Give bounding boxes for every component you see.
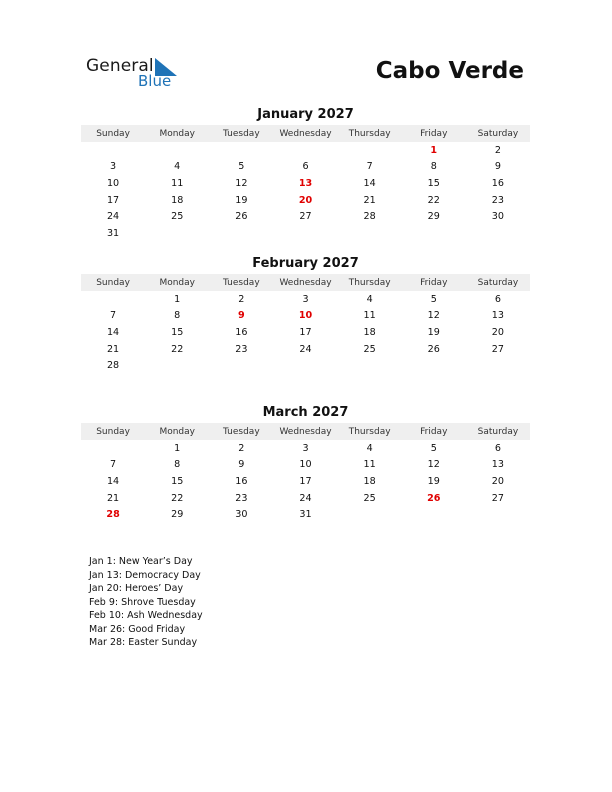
week-row (81, 291, 530, 308)
holiday-item: Jan 20: Heroes’ Day (89, 583, 184, 594)
day-cell: 14 (106, 475, 120, 487)
logo-blue-text: Blue (138, 72, 172, 90)
day-cell: 30 (235, 509, 248, 521)
day-cell: 28 (363, 211, 376, 223)
weekday-label: Thursday (348, 277, 391, 288)
day-cell: 11 (363, 310, 376, 322)
weekday-label: Friday (420, 426, 448, 437)
day-cell: 2 (238, 293, 245, 305)
weekday-label: Wednesday (279, 426, 332, 437)
day-cell: 23 (235, 492, 248, 504)
day-cell: 23 (235, 343, 248, 355)
month-february (81, 255, 530, 374)
day-cell: 26 (235, 211, 248, 223)
day-cell: 10 (106, 177, 120, 189)
week-row (81, 357, 530, 374)
week-row (81, 225, 530, 242)
day-cell: 12 (427, 459, 440, 471)
day-cell: 19 (235, 194, 248, 206)
day-cell: 4 (366, 442, 373, 454)
day-cell: 7 (110, 310, 117, 322)
weekday-header-row (81, 125, 530, 142)
day-cell: 6 (494, 293, 501, 305)
weekday-label: Friday (420, 128, 448, 139)
weekday-label: Tuesday (223, 277, 260, 288)
day-cell: 2 (238, 442, 245, 454)
day-cell: 11 (363, 459, 376, 471)
day-cell: 9 (238, 310, 245, 322)
weekday-header-row (81, 274, 530, 291)
day-cell: 16 (491, 177, 505, 189)
day-cell: 1 (430, 144, 438, 156)
weekday-label: Friday (420, 277, 448, 288)
day-cell: 6 (302, 161, 309, 173)
day-cell: 27 (491, 492, 505, 504)
day-cell: 28 (106, 360, 120, 372)
day-cell: 15 (427, 177, 440, 189)
day-cell: 20 (491, 326, 505, 338)
day-cell: 18 (363, 475, 376, 487)
day-cell: 13 (491, 459, 505, 471)
day-cell: 20 (491, 475, 505, 487)
day-cell: 7 (110, 459, 117, 471)
day-cell: 13 (298, 177, 313, 189)
holiday-item: Feb 10: Ash Wednesday (89, 610, 203, 621)
weekday-label: Monday (159, 426, 195, 437)
weekday-label: Monday (159, 277, 195, 288)
day-cell: 1 (174, 442, 181, 454)
day-cell: 22 (171, 492, 184, 504)
month-march (81, 404, 530, 523)
day-cell: 5 (430, 442, 437, 454)
month-title: February 2027 (252, 256, 359, 271)
holiday-list (89, 555, 203, 650)
day-cell: 21 (106, 492, 120, 504)
month-title: January 2027 (257, 107, 354, 122)
weekday-label: Monday (159, 128, 195, 139)
country-title: Cabo Verde (375, 58, 524, 84)
day-cell: 19 (427, 326, 440, 338)
day-cell: 3 (302, 442, 309, 454)
holiday-item: Mar 28: Easter Sunday (89, 637, 198, 648)
day-cell: 22 (427, 194, 440, 206)
week-row (81, 440, 530, 457)
weekday-label: Tuesday (223, 426, 260, 437)
day-cell: 9 (238, 459, 245, 471)
day-cell: 21 (363, 194, 376, 206)
weekday-label: Thursday (348, 426, 391, 437)
day-cell: 2 (494, 144, 501, 156)
day-cell: 19 (427, 475, 440, 487)
day-cell: 30 (491, 211, 505, 223)
holiday-item: Mar 26: Good Friday (89, 623, 186, 635)
day-cell: 18 (171, 194, 184, 206)
week-row (81, 490, 530, 507)
day-cell: 24 (299, 343, 312, 355)
day-cell: 16 (235, 475, 248, 487)
weekday-label: Wednesday (279, 277, 332, 288)
day-cell: 1 (174, 293, 181, 305)
day-cell: 27 (299, 211, 312, 223)
day-cell: 14 (106, 326, 120, 338)
month-title: March 2027 (262, 405, 349, 420)
day-cell: 10 (298, 310, 313, 322)
holiday-item: Jan 13: Democracy Day (89, 569, 201, 581)
day-cell: 15 (171, 475, 184, 487)
month-january (81, 106, 530, 242)
day-cell: 6 (494, 442, 501, 454)
day-cell: 8 (430, 161, 437, 173)
week-row (81, 192, 530, 209)
day-cell: 25 (363, 343, 376, 355)
day-cell: 4 (366, 293, 373, 305)
day-cell: 17 (106, 194, 120, 206)
day-cell: 15 (171, 326, 184, 338)
weekday-label: Sunday (96, 128, 130, 139)
day-cell: 9 (494, 161, 501, 173)
day-cell: 24 (299, 492, 312, 504)
week-row (81, 457, 530, 474)
day-cell: 18 (363, 326, 376, 338)
day-cell: 23 (491, 194, 505, 206)
day-cell: 21 (106, 343, 120, 355)
week-row (81, 473, 530, 490)
holiday-item: Feb 9: Shrove Tuesday (89, 596, 196, 608)
day-cell: 12 (427, 310, 440, 322)
day-cell: 4 (174, 161, 181, 173)
day-cell: 24 (106, 211, 120, 223)
day-cell: 10 (299, 459, 312, 471)
week-row (81, 175, 530, 192)
day-cell: 5 (238, 161, 245, 173)
holiday-item: Jan 1: New Year’s Day (89, 556, 193, 567)
day-cell: 14 (363, 177, 376, 189)
day-cell: 26 (427, 492, 441, 504)
day-cell: 29 (427, 211, 440, 223)
day-cell: 29 (171, 509, 184, 521)
weekday-label: Saturday (477, 277, 519, 288)
weekday-label: Saturday (477, 426, 519, 437)
weekday-header-row (81, 423, 530, 440)
day-cell: 22 (171, 343, 184, 355)
day-cell: 26 (427, 343, 440, 355)
day-cell: 7 (366, 161, 373, 173)
day-cell: 27 (491, 343, 505, 355)
logo (86, 56, 186, 96)
week-row (81, 308, 530, 325)
day-cell: 25 (171, 211, 184, 223)
week-row (81, 341, 530, 358)
day-cell: 17 (299, 326, 312, 338)
day-cell: 3 (302, 293, 309, 305)
week-row (81, 324, 530, 341)
day-cell: 11 (171, 177, 184, 189)
day-cell: 31 (106, 227, 120, 239)
day-cell: 3 (110, 161, 117, 173)
weekday-label: Saturday (477, 128, 519, 139)
day-cell: 8 (174, 310, 181, 322)
weekday-label: Sunday (96, 277, 130, 288)
weekday-label: Sunday (96, 426, 130, 437)
week-row (81, 159, 530, 176)
weekday-label: Wednesday (279, 128, 332, 139)
day-cell: 17 (299, 475, 312, 487)
week-row (81, 208, 530, 225)
week-row (81, 506, 530, 523)
day-cell: 5 (430, 293, 437, 305)
day-cell: 31 (299, 509, 312, 521)
weekday-label: Tuesday (223, 128, 260, 139)
day-cell: 8 (174, 459, 181, 471)
day-cell: 28 (106, 509, 120, 521)
day-cell: 16 (235, 326, 248, 338)
weekday-label: Thursday (348, 128, 391, 139)
day-cell: 25 (363, 492, 376, 504)
day-cell: 12 (235, 177, 248, 189)
day-cell: 13 (491, 310, 505, 322)
week-row (81, 142, 530, 159)
logo-general-text: General (86, 56, 154, 76)
day-cell: 20 (298, 194, 313, 206)
